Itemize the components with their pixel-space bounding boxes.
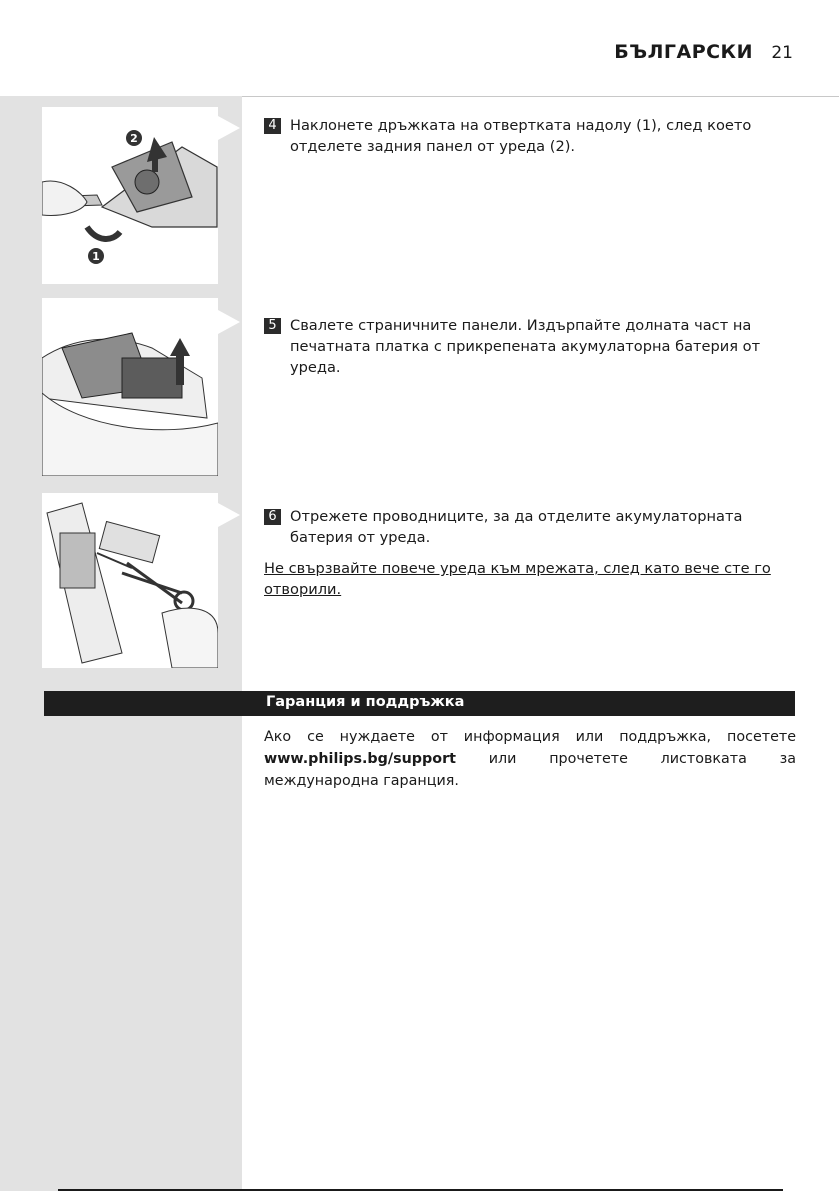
- step-text: Отрежете проводниците, за да отделите акумулаторната батерия от уреда.: [290, 508, 743, 546]
- step-text: Свалете страничните панели. Издърпайте долната част на печатната платка с прикрепената акумулаторна батерия от уреда.: [290, 317, 761, 376]
- page-number: 21: [771, 43, 793, 63]
- step-5: [264, 315, 799, 378]
- step-text: Наклонете дръжката на отвертката надолу (1), след което отделете задния панел от уреда (2).: [290, 117, 752, 155]
- callout-2-label: 2: [130, 132, 138, 145]
- step-number-badge: 4: [264, 118, 281, 134]
- guarantee-paragraph: [264, 726, 796, 792]
- guarantee-text-start: Ако се нуждаете от информация или поддръжка, посетете: [264, 729, 796, 745]
- warning-note: Не свързвайте повече уреда към мрежата, след като вече сте го отворили.: [264, 560, 771, 598]
- step-4: [264, 115, 799, 157]
- language-title: БЪЛГАРСКИ: [614, 41, 753, 63]
- callout-1-label: 1: [92, 250, 100, 263]
- step-number-badge: 5: [264, 318, 281, 334]
- guarantee-text-end: или прочетете листовката за международна гаранция.: [264, 751, 796, 789]
- illustration-remove-back-panel: [42, 107, 218, 284]
- support-link[interactable]: www.philips.bg/support: [264, 751, 456, 767]
- illustration-pointer: [218, 503, 240, 527]
- illustration-pointer: [218, 116, 240, 140]
- illustration-remove-pcb: [42, 298, 218, 476]
- step-number-badge: 6: [264, 509, 281, 525]
- illustration-pointer: [218, 310, 240, 334]
- section-title: Гаранция и поддръжка: [266, 694, 465, 710]
- illustration-cut-wires: [42, 493, 218, 668]
- step-6: [264, 506, 799, 548]
- section-header-bar: [44, 691, 795, 716]
